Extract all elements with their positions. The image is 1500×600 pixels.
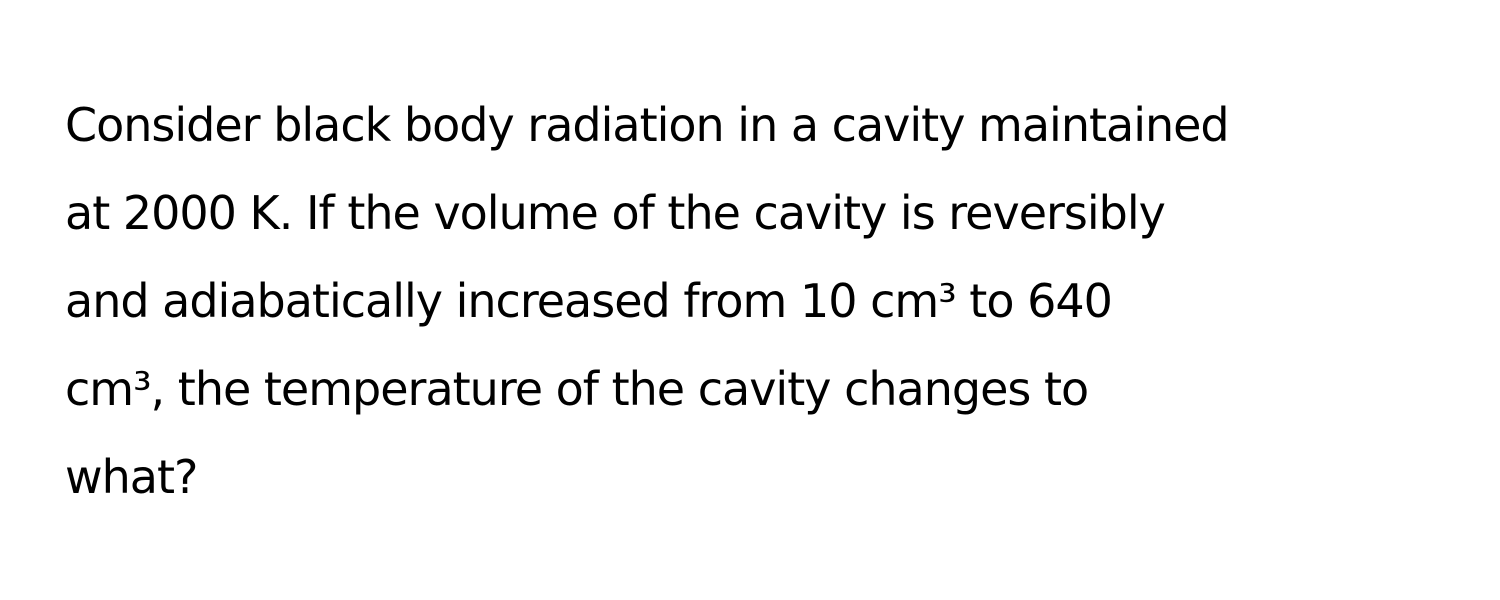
question-line-2: at 2000 K. If the volume of the cavity is reversibly bbox=[65, 186, 1165, 240]
question-text bbox=[65, 88, 1455, 528]
question-line-5: what? bbox=[65, 450, 198, 504]
question-line-3: and adiabatically increased from 10 cm³ to 640 bbox=[65, 274, 1112, 328]
question-line-1: Consider black body radiation in a cavity maintained bbox=[65, 98, 1229, 152]
question-line-4: cm³, the temperature of the cavity changes to bbox=[65, 362, 1089, 416]
